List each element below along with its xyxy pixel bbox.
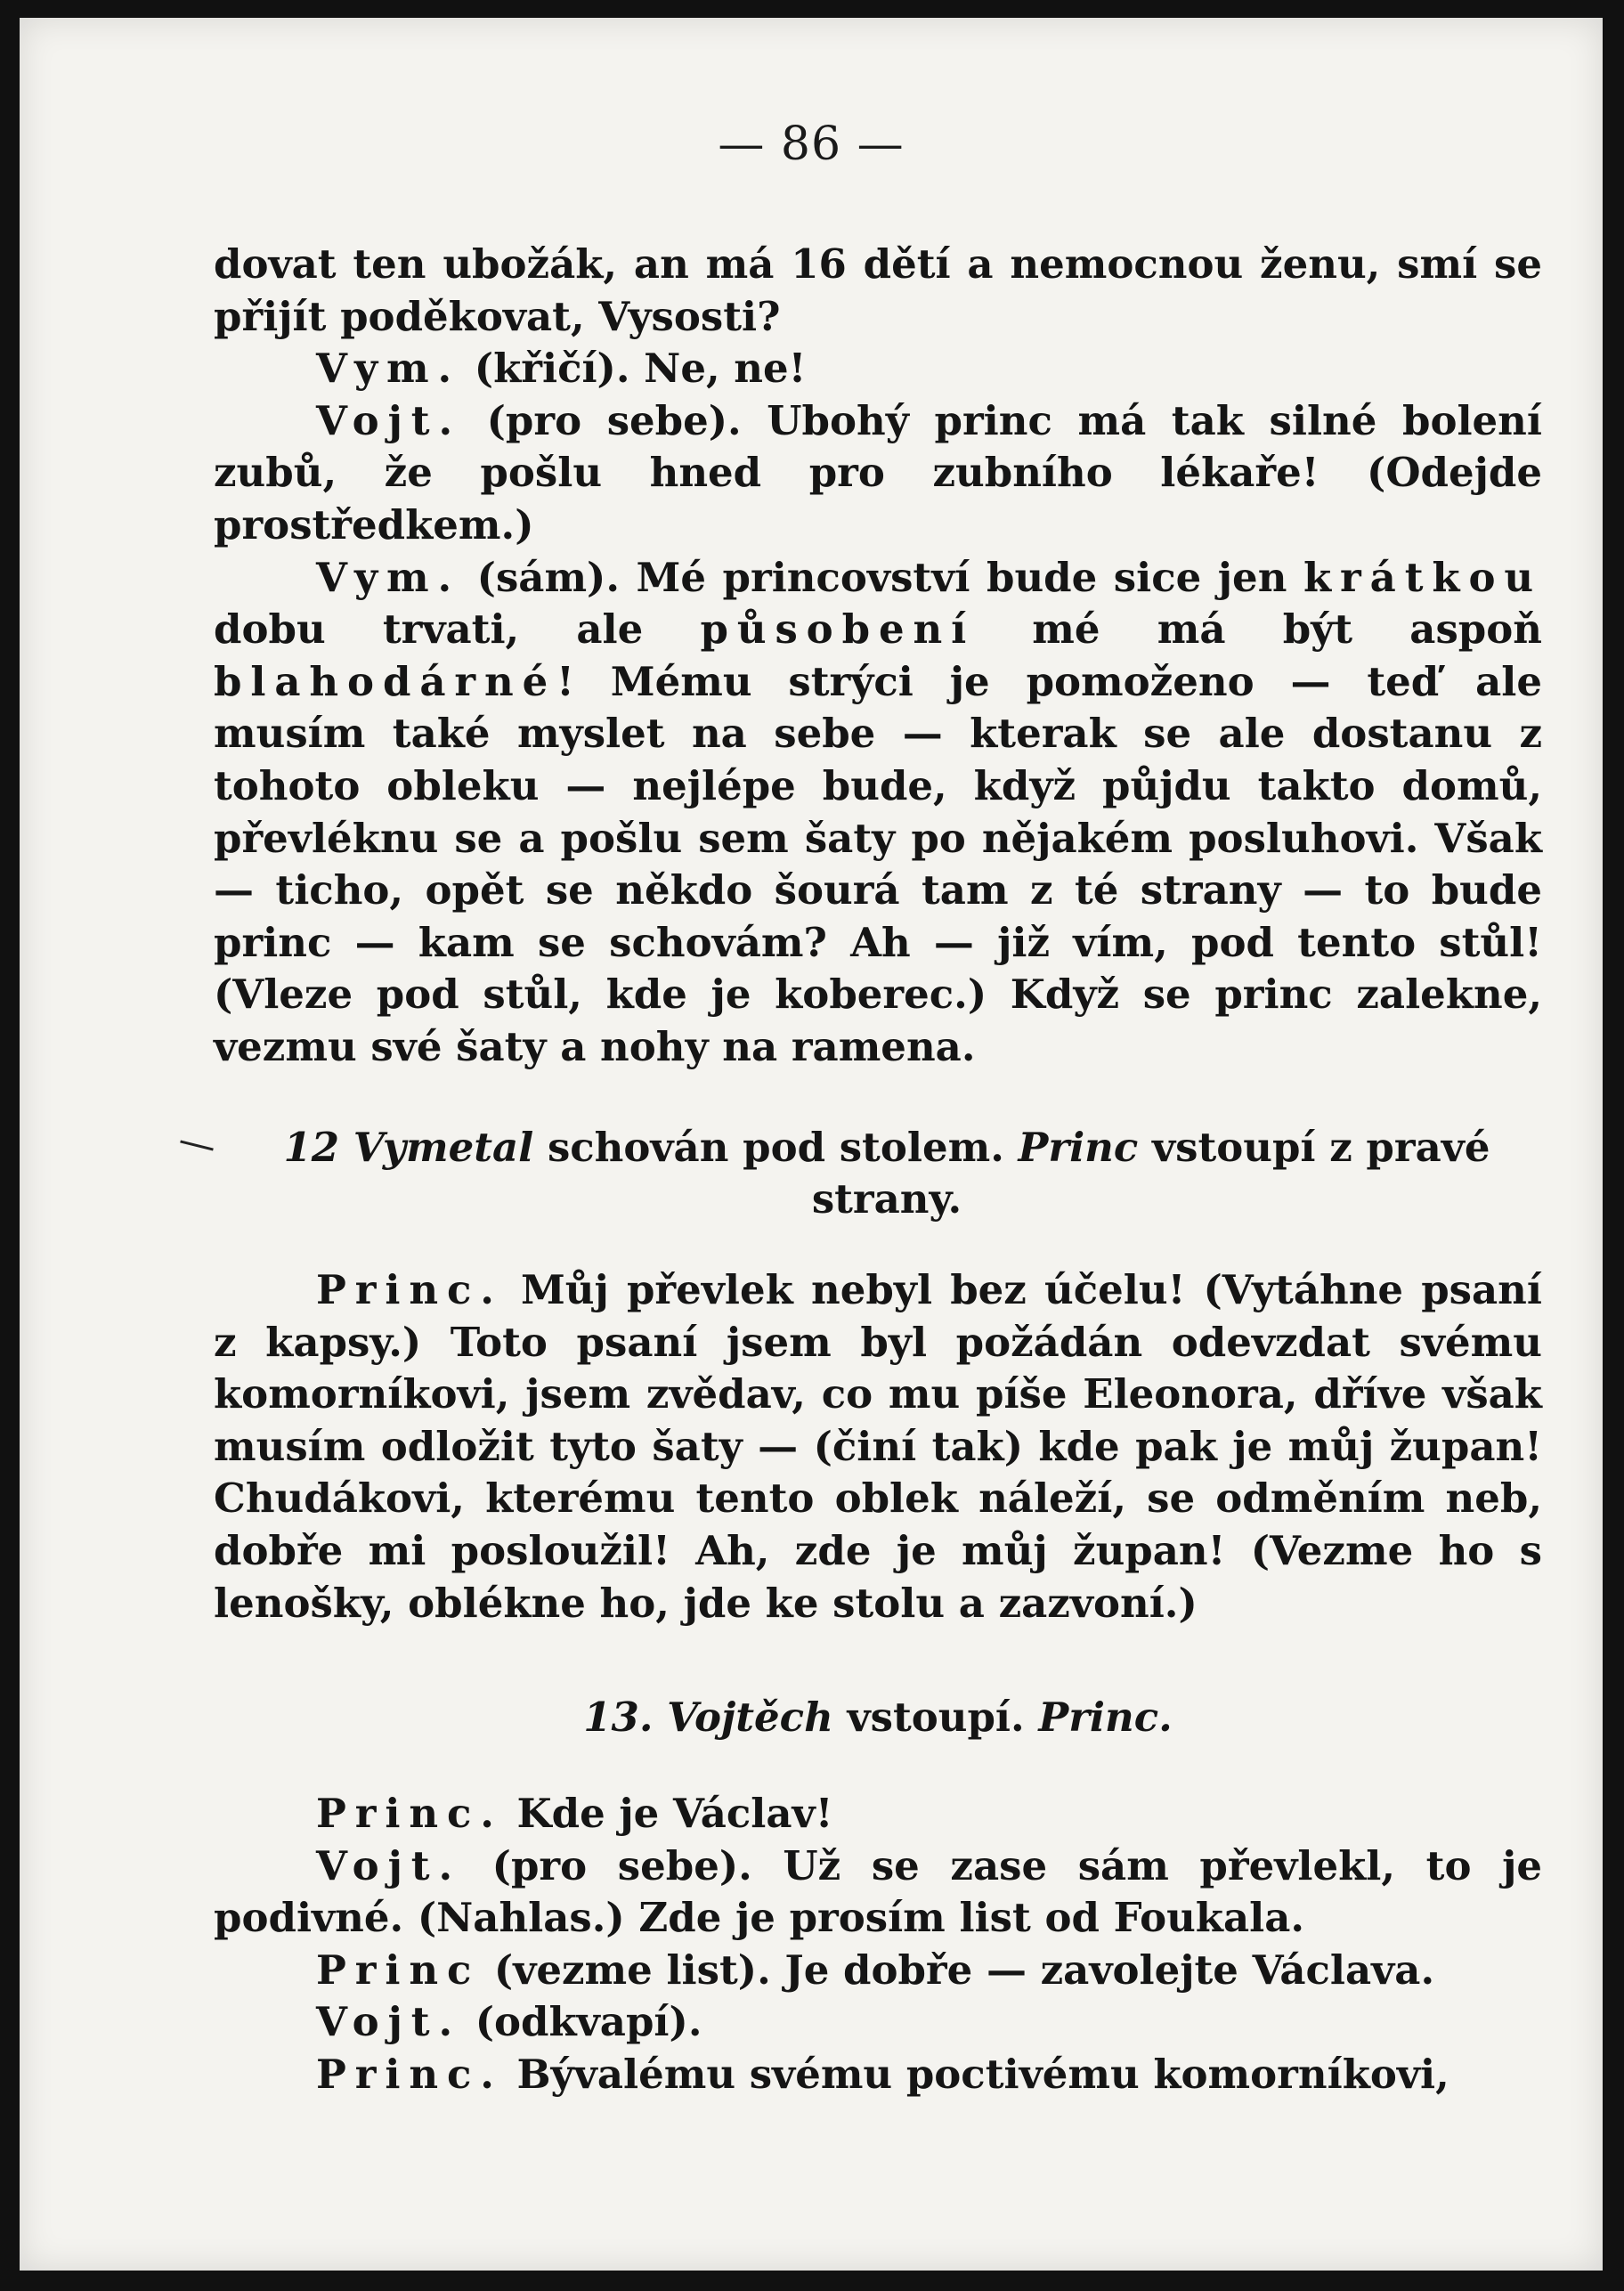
dialogue-block-2	[214, 1264, 1542, 1629]
speaker-name: Princ	[316, 1946, 481, 1994]
scene-number: 12	[283, 1124, 340, 1171]
stage-text: vstoupí z pravé strany.	[811, 1124, 1490, 1223]
dialogue-line	[214, 1996, 1542, 2049]
character-name: Princ	[1018, 1124, 1139, 1171]
stage-direction-13	[214, 1692, 1542, 1743]
dialogue-text: (odkvapí).	[461, 1998, 702, 2046]
speaker-name: Princ.	[316, 1266, 503, 1313]
dialogue-text: dobu trvati, ale	[214, 605, 701, 654]
dialogue-line	[214, 343, 1542, 395]
paragraph-text: dovat ten ubožák, an má 16 dětí a nemocnou ženu, smí se přijít poděkovat, Vysosti?	[214, 240, 1542, 340]
dialogue-text: (křičí). Ne, ne!	[460, 345, 807, 393]
character-name: Vymetal	[353, 1124, 534, 1171]
stage-direction-12	[214, 1122, 1542, 1225]
dialogue-line	[214, 1264, 1542, 1629]
book-page	[20, 18, 1603, 2271]
emphasis-text: blahodárné	[214, 657, 557, 705]
dialogue-line	[214, 1945, 1542, 1997]
dialogue-text: (pro sebe). Ubohý princ má tak silné bolení zubů, že pošlu hned pro zubního lékaře! (Odejde prostředkem.)	[214, 396, 1542, 548]
character-name: Princ.	[1038, 1694, 1173, 1741]
speaker-name: Vojt.	[316, 1841, 462, 1889]
print-mark	[180, 1140, 214, 1150]
dialogue-block-3	[214, 1788, 1542, 2101]
dialogue-text: Bývalému svému poctivému komorníkovi,	[502, 2050, 1449, 2098]
dialogue-text: mé má být aspoň	[975, 605, 1542, 654]
dialogue-text: ! Mému strýci je pomoženo — teď ale musím také myslet na sebe — kterak se ale dostanu z tohoto obleku — nejlépe bude, když půjdu takto domů, převléknu se a pošlu sem šaty po nějakém posluhovi. Však — ticho, opět se někdo šourá tam z té strany — to bude princ — kam se schovám? Ah — již vím, pod tento stůl! (Vleze pod stůl, kde je koberec.) Když se princ zalekne, vezmu své šaty a nohy na ramena.	[214, 657, 1542, 1070]
speaker-name: Princ.	[316, 2050, 503, 2098]
dialogue-block-1	[214, 239, 1542, 1074]
page-number: — 86 —	[718, 118, 905, 171]
dialogue-line	[214, 395, 1542, 552]
dialogue-line	[214, 1840, 1542, 1945]
dialogue-line	[214, 1788, 1542, 1840]
emphasis-text: působení	[700, 605, 976, 654]
dialogue-text: (pro sebe). Už se zase sám převlekl, to je podivné. (Nahlas.) Zde je prosím list od Foukala.	[214, 1841, 1542, 1942]
stage-text: vstoupí.	[832, 1694, 1039, 1741]
dialogue-text: Můj převlek nebyl bez účelu! (Vytáhne psaní z kapsy.) Toto psaní jsem byl požádán odevzdat svému komorníkovi, jsem zvědav, co mu píše Eleonora, dříve však musím odložit tyto šaty — (činí tak) kde pak je můj župan! Chudákovi, kterému tento oblek náleží, se odměním neb, dobře mi posloužil! Ah, zde je můj župan! (Vezme ho s lenošky, oblékne ho, jde ke stolu a zazvoní.)	[214, 1266, 1542, 1627]
dialogue-line	[214, 2049, 1542, 2101]
scene-number: 13.	[583, 1694, 654, 1741]
character-name: Vojtěch	[667, 1694, 833, 1741]
dialogue-line	[214, 552, 1542, 1074]
speaker-name: Vym.	[316, 553, 461, 601]
dialogue-text: (vezme list). Je dobře — zavolejte Václava.	[480, 1946, 1435, 1994]
stage-text: schován pod stolem.	[533, 1124, 1019, 1171]
emphasis-text: krátkou	[1303, 553, 1542, 601]
speaker-name: Vojt.	[316, 1998, 462, 2046]
speaker-name: Vojt.	[316, 396, 462, 444]
speaker-name: Princ.	[316, 1790, 503, 1837]
dialogue-text: Kde je Václav!	[502, 1790, 833, 1837]
dialogue-text: (sám). Mé princovství bude sice jen	[460, 553, 1303, 601]
paragraph-continuation	[214, 239, 1542, 343]
speaker-name: Vym.	[316, 345, 461, 393]
